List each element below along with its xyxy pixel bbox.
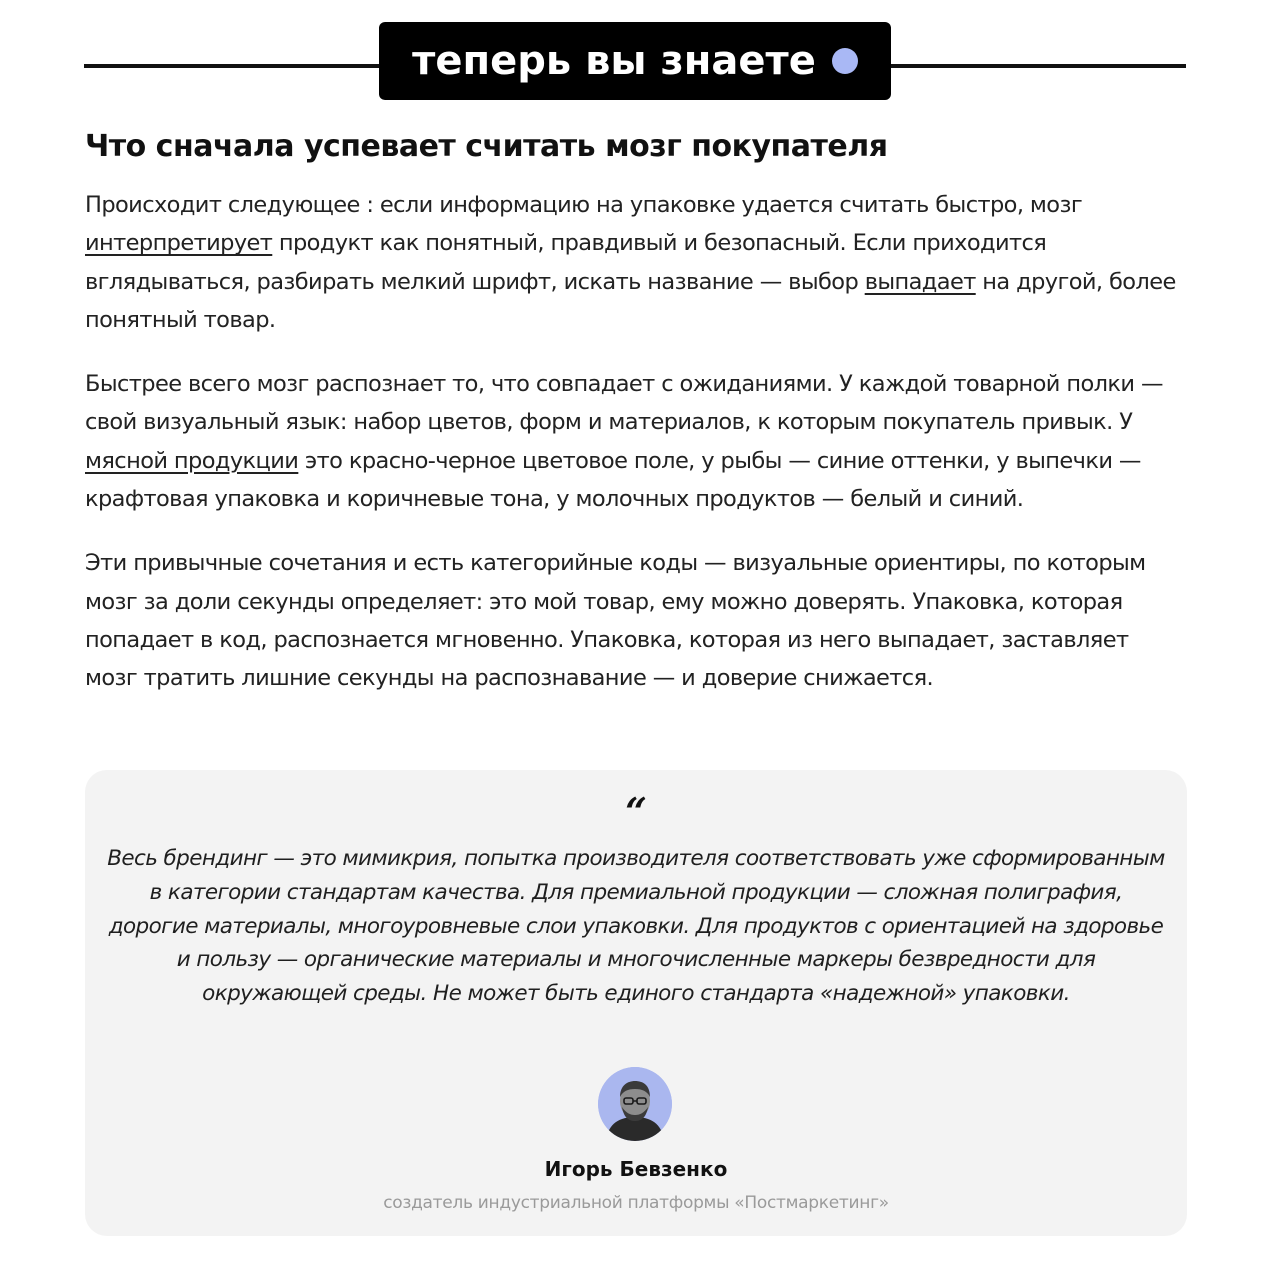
paragraph-text: это красно-черное цветовое поле, у рыбы — синие оттенки, у выпечки — крафтовая упаковка и коричневые тона, у молочных продуктов — белый и синий. <box>85 447 1141 513</box>
header-badge <box>379 22 891 100</box>
paragraph-text: продукт как понятный, правдивый и безопасный. Если приходится вглядываться, разбирать мелкий шрифт, искать название — выбор <box>85 230 1047 295</box>
link-myasnoy-produktsii[interactable]: мясной продукции <box>85 447 299 474</box>
quote-mark-icon: “ <box>625 789 647 834</box>
link-vypadaet[interactable]: выпадает <box>864 268 976 295</box>
link-interpretiruet[interactable]: интерпретирует <box>85 230 273 257</box>
article-body <box>85 124 1187 698</box>
person-photo-icon <box>598 1067 672 1141</box>
paragraph-text: Быстрее всего мозг распознает то, что совпадает с ожиданиями. У каждой товарной полки — свой визуальный язык: набор цветов, форм и материалов, к которым покупатель привык. У <box>85 371 1163 436</box>
paragraph-2 <box>85 365 1187 518</box>
quote-text: Весь брендинг — это мимикрия, попытка производителя соответствовать уже сформированным в категории стандартам качества. Для премиальной продукции — сложная полиграфия, дорогие материалы, многоуровневые слои упаковки. Для продуктов с ориентацией на здоровье и пользу — органические материалы и многочисленные маркеры безвредности для окружающей среды. Не может быть единого стандарта «надежной» упаковки. <box>107 846 1165 1007</box>
author-name: Игорь Бевзенко <box>544 1157 728 1181</box>
header-badge-text: теперь вы знаете <box>412 38 816 84</box>
section-header <box>84 22 1186 100</box>
author-role: создатель индустриальной платформы «Постмаркетинг» <box>383 1193 889 1213</box>
quote-card <box>85 770 1187 1236</box>
avatar <box>598 1067 672 1141</box>
paragraph-3: Эти привычные сочетания и есть категорийные коды — визуальные ориентиры, по которым мозг за доли секунды определяет: это мой товар, ему можно доверять. Упаковка, которая попадает в код, распознается мгновенно. Упаковка, которая из него выпадает, заставляет мозг тратить лишние секунды на распознавание — и доверие снижается. <box>85 550 1146 692</box>
article-title: Что сначала успевает считать мозг покупателя <box>85 129 888 164</box>
paragraph-1 <box>85 186 1187 339</box>
paragraph-text: на другой, более понятный товар. <box>85 268 1176 333</box>
dot-icon <box>832 48 858 74</box>
paragraph-text: Происходит следующее : если информацию на упаковке удается считать быстро, мозг <box>85 192 1083 218</box>
